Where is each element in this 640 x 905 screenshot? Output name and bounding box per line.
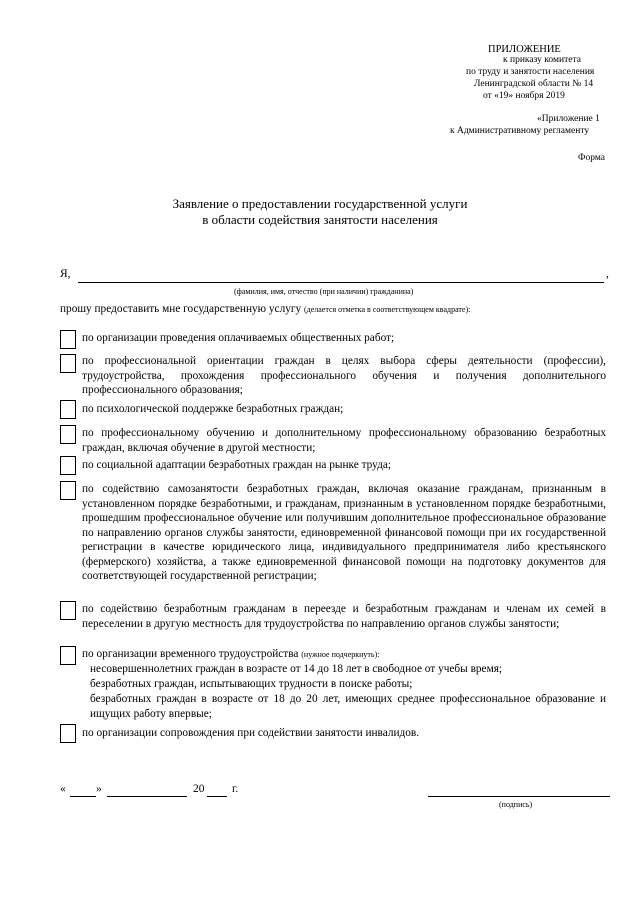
appendix-line-3: Ленинградской области № 14 — [474, 79, 594, 89]
date-year-prefix: 20 — [193, 783, 205, 795]
service-social-adaptation: по социальной адаптации безработных граждан на рынке труда; — [82, 459, 391, 471]
regulation-line-2: к Административному регламенту — [450, 126, 590, 136]
service-disabled-support: по организации сопровождения при содействии занятости инвалидов. — [82, 727, 420, 739]
applicant-name-line[interactable] — [78, 282, 604, 283]
temporary-employment-label: по организации временного трудоустройства — [82, 648, 299, 660]
checkbox-temporary-employment[interactable] — [60, 646, 76, 665]
applicant-suffix: , — [606, 268, 609, 280]
applicant-prefix: Я, — [60, 268, 71, 280]
temp-sub-difficulties: безработных граждан, испытывающих трудности в поиске работы; — [90, 678, 413, 690]
appendix-line-4: от «19» ноября 2019 — [483, 91, 565, 101]
date-day-line[interactable] — [70, 796, 96, 797]
service-self-employment: по содействию самозанятости безработных граждан, включая оказание гражданам, признанным в установленном порядке безработными, и гражданам, признанным в установленном порядке безработными, прошедшим профессиональное обучение или получившим дополнительное профессиональное образование по направлению органов службы занятости, единовременной финансовой помощи при их государственной регистрации в качестве юридического лица, индивидуального предпринимателя либо крестьянского (фермерского) хозяйства, а также единовременной финансовой помощи на подготовку документов для соответствующей государственной регистрации; — [82, 483, 606, 582]
checkbox-self-employment[interactable] — [60, 481, 76, 500]
request-line — [60, 303, 470, 315]
appendix-line-2: по труду и занятости населения — [466, 67, 595, 77]
checkbox-career-guidance[interactable] — [60, 354, 76, 373]
date-month-line[interactable] — [107, 796, 187, 797]
date-year-line[interactable] — [207, 796, 227, 797]
signature-line[interactable] — [428, 796, 610, 797]
service-psychological-support: по психологической поддержке безработных граждан; — [82, 403, 344, 415]
checkbox-psychological-support[interactable] — [60, 400, 76, 419]
service-public-works: по организации проведения оплачиваемых общественных работ; — [82, 332, 395, 344]
document-title-line-2: в области содействия занятости населения — [202, 212, 438, 227]
form-label: Форма — [578, 153, 606, 163]
temp-sub-minors: несовершеннолетних граждан в возрасте от 14 до 18 лет в свободное от учебы время; — [90, 663, 503, 675]
service-professional-training: по профессиональному обучению и дополнительному профессиональному образованию безработных граждан, включая обучение в другой местности; — [82, 427, 606, 454]
service-career-guidance: по профессиональной ориентации граждан в целях выбора сферы деятельности (профессии), трудоустройства, прохождения профессионального обучения и получения дополнительного профессионального образования; — [82, 355, 606, 396]
request-note: (делается отметка в соответствующем квадрате): — [303, 305, 471, 314]
date-year-suffix: г. — [232, 783, 239, 795]
checkbox-public-works[interactable] — [60, 330, 76, 349]
appendix-title: ПРИЛОЖЕНИЕ — [488, 44, 561, 55]
temp-sub-graduates: безработных граждан в возрасте от 18 до 20 лет, имеющих среднее профессиональное образование и ищущих работу впервые; — [90, 693, 606, 720]
checkbox-professional-training[interactable] — [60, 425, 76, 444]
checkbox-relocation[interactable] — [60, 601, 76, 620]
temporary-employment-note: (нужное подчеркнуть): — [301, 650, 380, 659]
service-relocation: по содействию безработным гражданам в переезде и безработным гражданам и членам их семей в переселении в другую местность для трудоустройства по направлению органов службы занятости; — [82, 603, 606, 630]
checkbox-social-adaptation[interactable] — [60, 456, 76, 475]
request-text: прошу предоставить мне государственную услугу — [60, 303, 302, 315]
date-quote-open: « — [60, 783, 66, 795]
service-temporary-employment — [82, 647, 606, 663]
date-quote-close: » — [96, 783, 102, 795]
checkbox-disabled-support[interactable] — [60, 724, 76, 743]
appendix-line-1: к приказу комитета — [503, 55, 581, 65]
regulation-line-1: «Приложение 1 — [537, 114, 600, 124]
signature-caption: (подпись) — [499, 800, 533, 809]
applicant-caption: (фамилия, имя, отчество (при наличии) гражданина) — [234, 287, 414, 296]
document-title-line-1: Заявление о предоставлении государственной услуги — [172, 196, 468, 211]
